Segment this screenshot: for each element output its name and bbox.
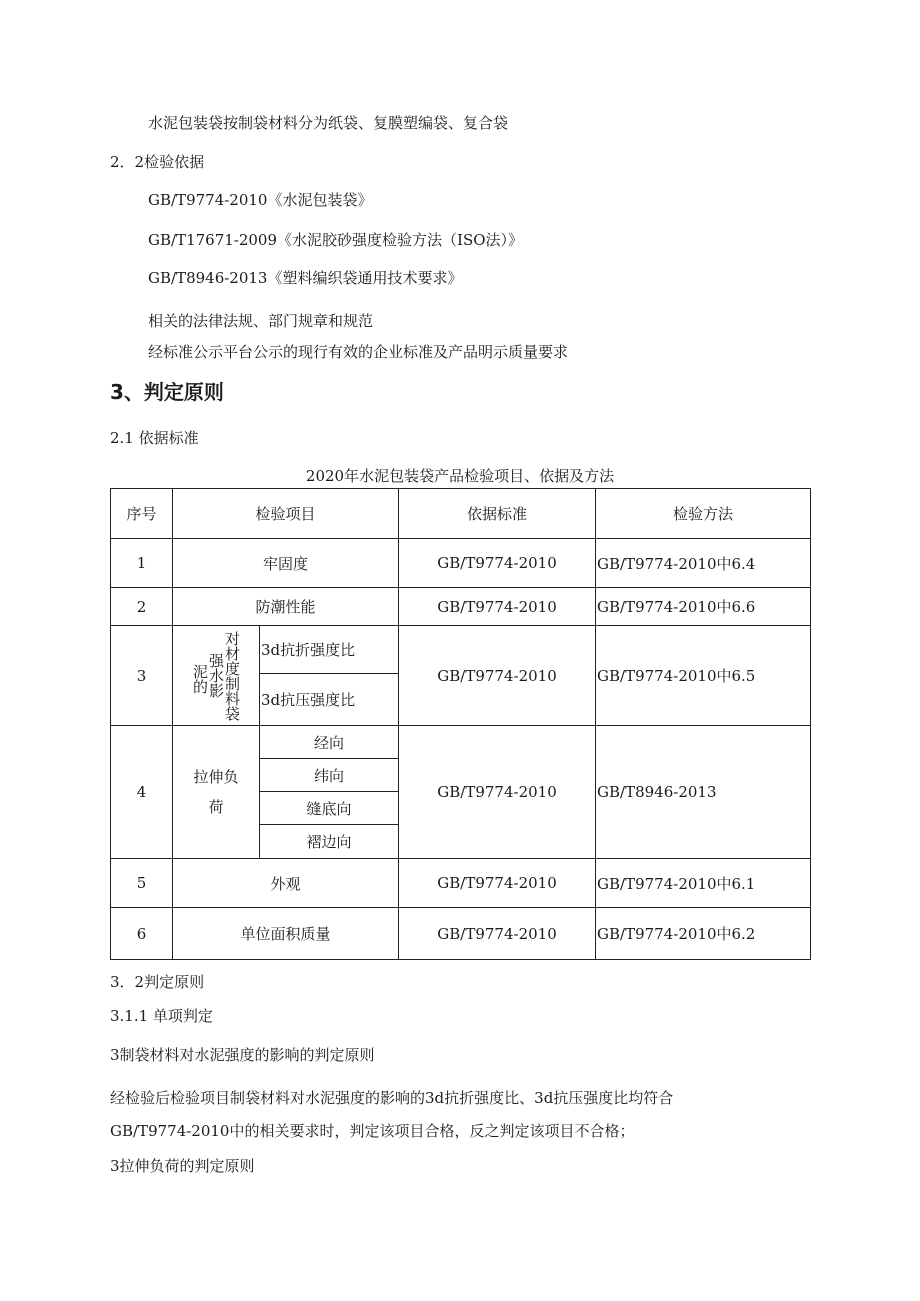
table-row	[111, 859, 811, 908]
row-no: 5	[111, 859, 173, 908]
section-heading-3: 3、判定原则	[110, 380, 224, 404]
row-no: 1	[111, 539, 173, 588]
row-subitem: 褶边向	[260, 825, 399, 859]
row-subitem: 3d抗压强度比	[260, 674, 399, 726]
inspection-table	[110, 488, 811, 960]
row-method: GB/T9774-2010中6.1	[596, 859, 811, 908]
rule-text-line-2: GB/T9774-2010中的相关要求时，判定该项目合格，反之判定该项目不合格；	[110, 1122, 635, 1140]
row-item: 单位面积质量	[173, 908, 399, 960]
reference-standard-1: GB/T9774-2010《水泥包装袋》	[148, 191, 373, 209]
reference-laws: 相关的法律法规、部门规章和规范	[148, 312, 374, 330]
section-heading-2-2: 2．2检验依据	[110, 153, 205, 171]
row-method: GB/T9774-2010中6.6	[596, 588, 811, 626]
subsection-heading-3-1-1: 3.1.1 单项判定	[110, 1007, 213, 1025]
row-method: GB/T9774-2010中6.4	[596, 539, 811, 588]
table-row	[111, 626, 811, 674]
row-no: 2	[111, 588, 173, 626]
row-item-line: 拉伸负	[193, 768, 239, 786]
row-subitem: 3d抗折强度比	[260, 626, 399, 674]
header-no: 序号	[111, 489, 173, 539]
body-text-bag-types: 水泥包装袋按制袋材料分为纸袋、复膜塑编袋、复合袋	[148, 114, 509, 132]
row-method: GB/T8946-2013	[596, 726, 811, 859]
row-standard: GB/T9774-2010	[399, 588, 596, 626]
header-standard: 依据标准	[399, 489, 596, 539]
row-item-group	[173, 626, 260, 726]
item-group-col: 强水影	[207, 653, 225, 698]
rule-heading-tensile: 3拉伸负荷的判定原则	[110, 1157, 255, 1175]
row-subitem: 经向	[260, 726, 399, 759]
rule-text-line-1: 经检验后检验项目制袋材料对水泥强度的影响的3d抗折强度比、3d抗压强度比均符合	[110, 1089, 674, 1107]
table-row	[111, 588, 811, 626]
table-caption: 2020年水泥包装袋产品检验项目、依据及方法	[305, 467, 615, 485]
row-subitem: 纬向	[260, 759, 399, 792]
reference-enterprise-standards: 经标准公示平台公示的现行有效的企业标准及产品明示质量要求	[148, 343, 569, 361]
section-heading-3-2: 3．2判定原则	[110, 973, 205, 991]
table-row	[111, 539, 811, 588]
row-standard: GB/T9774-2010	[399, 539, 596, 588]
row-standard: GB/T9774-2010	[399, 859, 596, 908]
row-subitem: 缝底向	[260, 792, 399, 825]
item-group-col: 泥的	[191, 663, 209, 694]
row-no: 4	[111, 726, 173, 859]
rule-heading-material: 3制袋材料对水泥强度的影响的判定原则	[110, 1046, 375, 1064]
table-row	[111, 726, 811, 759]
row-item: 牢固度	[173, 539, 399, 588]
row-item: 外观	[173, 859, 399, 908]
row-no: 3	[111, 626, 173, 726]
row-standard: GB/T9774-2010	[399, 726, 596, 859]
row-item-line: 荷	[208, 798, 224, 816]
header-method: 检验方法	[596, 489, 811, 539]
reference-standard-2: GB/T17671-2009《水泥胶砂强度检验方法（ISO法）》	[148, 231, 524, 249]
row-method: GB/T9774-2010中6.2	[596, 908, 811, 960]
row-item: 防潮性能	[173, 588, 399, 626]
item-group-col: 对材度制料袋	[223, 630, 241, 721]
row-item	[173, 726, 260, 859]
table-row	[111, 908, 811, 960]
table-header-row	[111, 489, 811, 539]
row-standard: GB/T9774-2010	[399, 908, 596, 960]
row-standard: GB/T9774-2010	[399, 626, 596, 726]
row-item-group-text	[173, 628, 259, 724]
header-item: 检验项目	[173, 489, 399, 539]
reference-standard-3: GB/T8946-2013《塑料编织袋通用技术要求》	[148, 269, 463, 287]
row-method: GB/T9774-2010中6.5	[596, 626, 811, 726]
subsection-heading-2-1: 2.1 依据标准	[110, 429, 199, 447]
row-no: 6	[111, 908, 173, 960]
